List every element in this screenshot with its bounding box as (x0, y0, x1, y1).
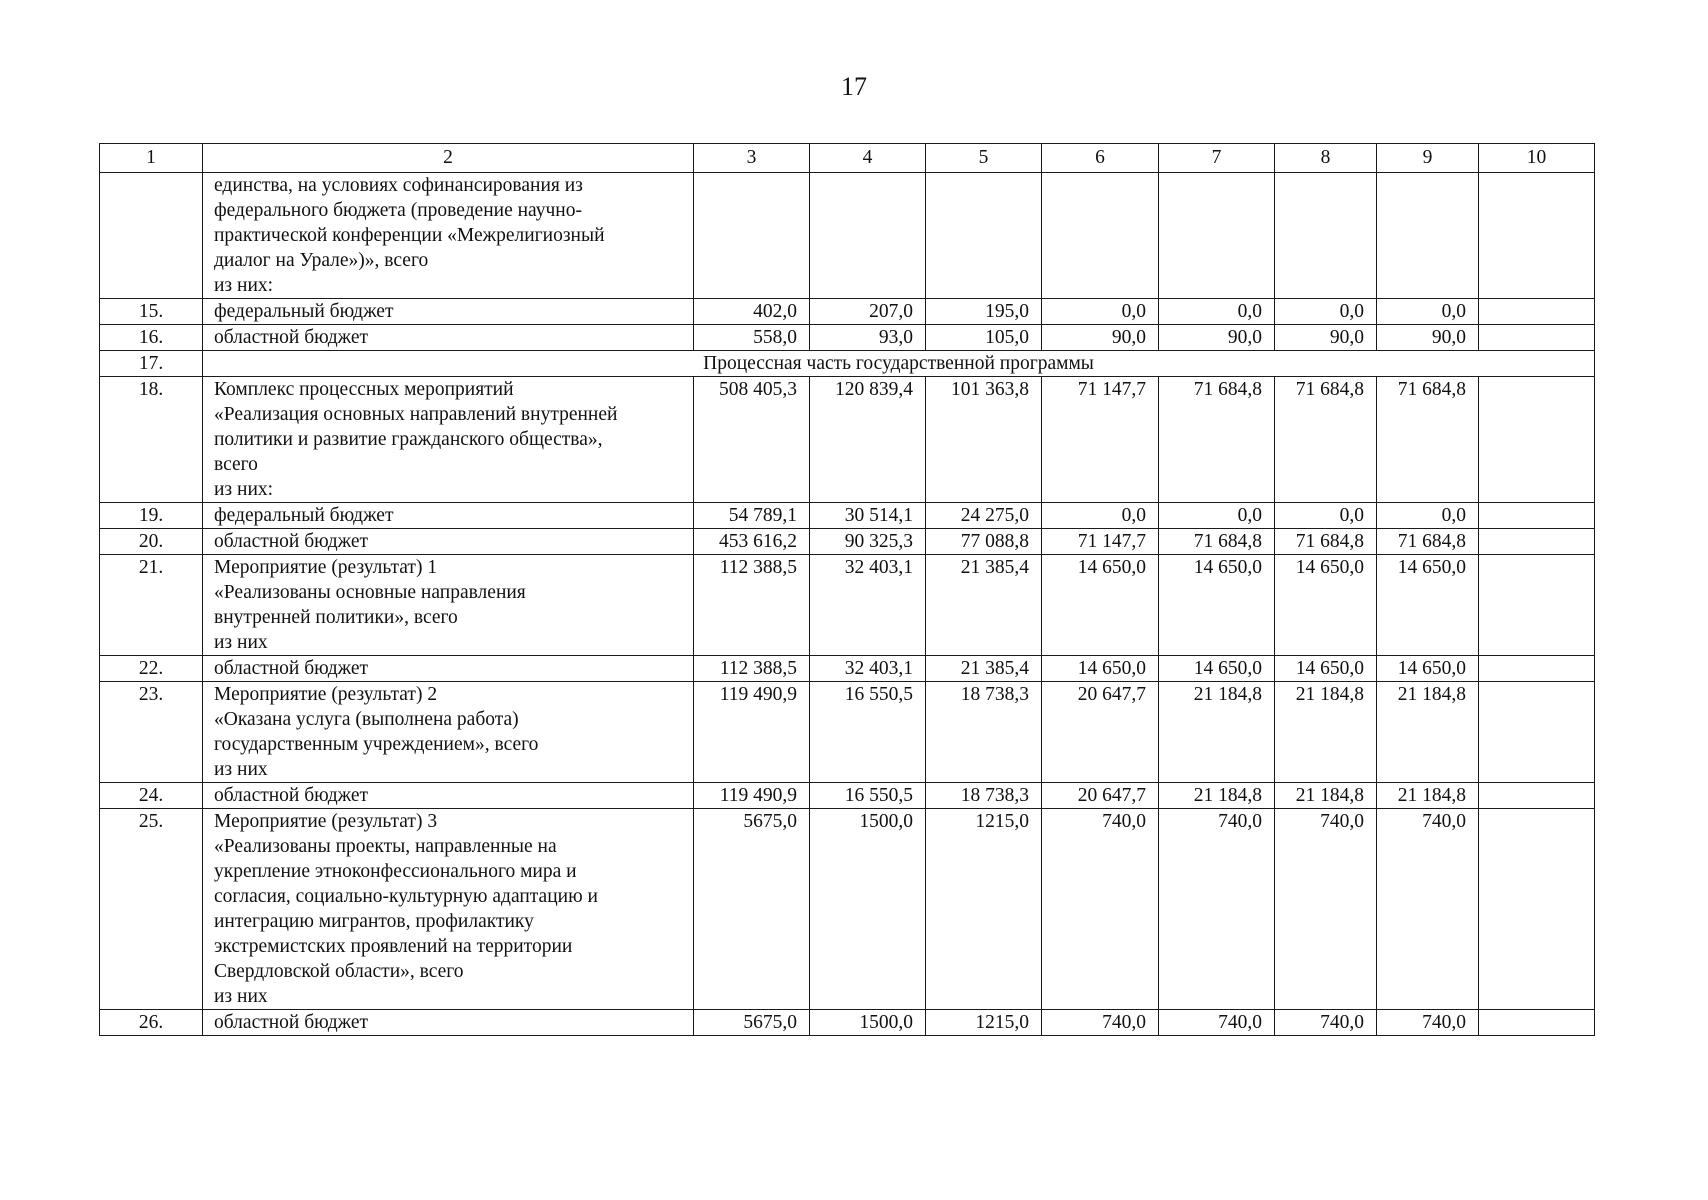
value-cell: 77 088,8 (926, 529, 1042, 555)
value-cell: 18 738,3 (926, 783, 1042, 809)
value-cell: 402,0 (694, 299, 810, 325)
value-cell: 14 650,0 (1275, 656, 1377, 682)
description-line: экстремистских проявлений на территории (214, 936, 573, 957)
value-cell: 120 839,4 (810, 377, 926, 503)
description-line: государственным учреждением», всего (214, 734, 539, 755)
value-cell: 16 550,5 (810, 682, 926, 783)
description-line: согласия, социально-культурную адаптацию и (214, 886, 598, 907)
value-cell: 5675,0 (694, 1010, 810, 1036)
row-description (203, 173, 694, 299)
value-cell: 32 403,1 (810, 555, 926, 656)
value-cell: 0,0 (1377, 299, 1479, 325)
description-line: Мероприятие (результат) 1 (214, 557, 438, 578)
value-cell: 20 647,7 (1042, 783, 1159, 809)
row-label: областной бюджет (203, 1010, 694, 1036)
description-line: единства, на условиях софинансирования из (214, 175, 583, 196)
table-row (100, 325, 1595, 351)
value-cell: 119 490,9 (694, 682, 810, 783)
value-cell (1479, 656, 1595, 682)
row-index: 23. (100, 682, 203, 783)
table-row (100, 173, 1595, 299)
value-cell: 71 684,8 (1275, 377, 1377, 503)
page-number: 17 (841, 72, 867, 101)
description-line: из них (214, 759, 268, 780)
row-index: 21. (100, 555, 203, 656)
description-line: Комплекс процессных мероприятий (214, 379, 514, 400)
value-cell: 21 184,8 (1159, 783, 1275, 809)
header-cell: 6 (1042, 144, 1159, 173)
value-cell: 1500,0 (810, 1010, 926, 1036)
header-cell: 1 (100, 144, 203, 173)
value-cell: 0,0 (1159, 299, 1275, 325)
value-cell (1479, 529, 1595, 555)
description-line: «Реализация основных направлений внутренней (214, 404, 618, 425)
value-cell: 101 363,8 (926, 377, 1042, 503)
value-cell: 71 147,7 (1042, 529, 1159, 555)
value-cell: 90,0 (1275, 325, 1377, 351)
description-line: политики и развитие гражданского общества», (214, 429, 603, 450)
value-cell: 1500,0 (810, 809, 926, 1010)
header-cell: 3 (694, 144, 810, 173)
description-line: Мероприятие (результат) 2 (214, 684, 438, 705)
value-cell: 740,0 (1159, 809, 1275, 1010)
table-row (100, 783, 1595, 809)
row-index: 20. (100, 529, 203, 555)
value-cell: 71 684,8 (1377, 377, 1479, 503)
value-cell: 21 184,8 (1159, 682, 1275, 783)
value-cell (1479, 503, 1595, 529)
table-row (100, 656, 1595, 682)
value-cell: 740,0 (1042, 809, 1159, 1010)
value-cell: 21 184,8 (1275, 682, 1377, 783)
value-cell: 0,0 (1042, 503, 1159, 529)
row-label: федеральный бюджет (203, 503, 694, 529)
table-row (100, 1010, 1595, 1036)
value-cell: 112 388,5 (694, 656, 810, 682)
description-line: из них: (214, 479, 274, 500)
row-index: 22. (100, 656, 203, 682)
header-cell: 2 (203, 144, 694, 173)
description-line: федерального бюджета (проведение научно- (214, 200, 582, 221)
value-cell: 14 650,0 (1042, 656, 1159, 682)
description-line: «Реализованы проекты, направленные на (214, 836, 557, 857)
value-cell: 21 184,8 (1275, 783, 1377, 809)
value-cell: 71 147,7 (1042, 377, 1159, 503)
header-row (100, 144, 1595, 173)
value-cell: 740,0 (1159, 1010, 1275, 1036)
value-cell: 21 385,4 (926, 656, 1042, 682)
value-cell (1479, 325, 1595, 351)
value-cell: 0,0 (1159, 503, 1275, 529)
value-cell (694, 173, 810, 299)
value-cell (1275, 173, 1377, 299)
header-cell: 5 (926, 144, 1042, 173)
value-cell: 24 275,0 (926, 503, 1042, 529)
value-cell: 453 616,2 (694, 529, 810, 555)
row-label: федеральный бюджет (203, 299, 694, 325)
value-cell: 195,0 (926, 299, 1042, 325)
value-cell: 112 388,5 (694, 555, 810, 656)
header-cell: 9 (1377, 144, 1479, 173)
value-cell: 16 550,5 (810, 783, 926, 809)
table-row (100, 503, 1595, 529)
description-line: «Реализованы основные направления (214, 582, 526, 603)
value-cell: 740,0 (1275, 809, 1377, 1010)
value-cell: 90,0 (1042, 325, 1159, 351)
row-index: 17. (100, 351, 203, 377)
description-line: Свердловской области», всего (214, 961, 464, 982)
table-row (100, 299, 1595, 325)
section-row (100, 351, 1595, 377)
section-title: Процессная часть государственной программы (203, 351, 1595, 377)
value-cell: 0,0 (1275, 299, 1377, 325)
value-cell (1042, 173, 1159, 299)
value-cell: 20 647,7 (1042, 682, 1159, 783)
value-cell: 5675,0 (694, 809, 810, 1010)
value-cell: 119 490,9 (694, 783, 810, 809)
header-cell: 8 (1275, 144, 1377, 173)
value-cell: 14 650,0 (1159, 656, 1275, 682)
description-line: из них (214, 986, 268, 1007)
row-label: областной бюджет (203, 325, 694, 351)
description-line: практической конференции «Межрелигиозный (214, 225, 605, 246)
value-cell (1479, 555, 1595, 656)
value-cell (1479, 173, 1595, 299)
row-description (203, 377, 694, 503)
value-cell: 14 650,0 (1159, 555, 1275, 656)
row-label: областной бюджет (203, 529, 694, 555)
description-line: интеграцию мигрантов, профилактику (214, 911, 534, 932)
value-cell: 508 405,3 (694, 377, 810, 503)
row-index: 26. (100, 1010, 203, 1036)
description-line: из них (214, 632, 268, 653)
table-row (100, 555, 1595, 656)
value-cell: 0,0 (1275, 503, 1377, 529)
value-cell: 558,0 (694, 325, 810, 351)
value-cell: 18 738,3 (926, 682, 1042, 783)
value-cell: 21 184,8 (1377, 783, 1479, 809)
row-index (100, 173, 203, 299)
row-index: 24. (100, 783, 203, 809)
value-cell (1159, 173, 1275, 299)
row-index: 18. (100, 377, 203, 503)
value-cell (1377, 173, 1479, 299)
value-cell: 21 385,4 (926, 555, 1042, 656)
description-line: диалог на Урале»)», всего (214, 250, 429, 271)
value-cell (1479, 377, 1595, 503)
row-label: областной бюджет (203, 783, 694, 809)
budget-table (99, 143, 1595, 1036)
row-index: 16. (100, 325, 203, 351)
value-cell: 21 184,8 (1377, 682, 1479, 783)
row-description (203, 809, 694, 1010)
value-cell: 71 684,8 (1159, 529, 1275, 555)
description-line: укрепление этноконфессионального мира и (214, 861, 577, 882)
header-cell: 10 (1479, 144, 1595, 173)
value-cell: 14 650,0 (1377, 555, 1479, 656)
description-line: внутренней политики», всего (214, 607, 458, 628)
table-row (100, 377, 1595, 503)
row-index: 25. (100, 809, 203, 1010)
header-cell: 7 (1159, 144, 1275, 173)
value-cell (810, 173, 926, 299)
description-line: из них: (214, 275, 274, 296)
value-cell: 14 650,0 (1377, 656, 1479, 682)
value-cell: 71 684,8 (1159, 377, 1275, 503)
row-description (203, 682, 694, 783)
value-cell: 90 325,3 (810, 529, 926, 555)
description-line: Мероприятие (результат) 3 (214, 811, 438, 832)
value-cell: 1215,0 (926, 809, 1042, 1010)
value-cell: 14 650,0 (1275, 555, 1377, 656)
row-index: 19. (100, 503, 203, 529)
value-cell (1479, 1010, 1595, 1036)
value-cell: 740,0 (1377, 809, 1479, 1010)
value-cell (1479, 682, 1595, 783)
value-cell: 90,0 (1159, 325, 1275, 351)
value-cell: 0,0 (1042, 299, 1159, 325)
value-cell: 105,0 (926, 325, 1042, 351)
row-description (203, 555, 694, 656)
value-cell (1479, 299, 1595, 325)
value-cell: 740,0 (1042, 1010, 1159, 1036)
value-cell: 740,0 (1377, 1010, 1479, 1036)
value-cell (926, 173, 1042, 299)
description-line: «Оказана услуга (выполнена работа) (214, 709, 519, 730)
description-line: всего (214, 454, 258, 475)
value-cell: 90,0 (1377, 325, 1479, 351)
header-cell: 4 (810, 144, 926, 173)
value-cell: 0,0 (1377, 503, 1479, 529)
value-cell: 71 684,8 (1377, 529, 1479, 555)
row-label: областной бюджет (203, 656, 694, 682)
value-cell: 740,0 (1275, 1010, 1377, 1036)
value-cell: 30 514,1 (810, 503, 926, 529)
value-cell: 71 684,8 (1275, 529, 1377, 555)
value-cell: 207,0 (810, 299, 926, 325)
row-index: 15. (100, 299, 203, 325)
value-cell (1479, 809, 1595, 1010)
value-cell (1479, 783, 1595, 809)
table-row (100, 682, 1595, 783)
value-cell: 93,0 (810, 325, 926, 351)
table-row (100, 809, 1595, 1010)
value-cell: 54 789,1 (694, 503, 810, 529)
table-row (100, 529, 1595, 555)
value-cell: 14 650,0 (1042, 555, 1159, 656)
value-cell: 32 403,1 (810, 656, 926, 682)
value-cell: 1215,0 (926, 1010, 1042, 1036)
